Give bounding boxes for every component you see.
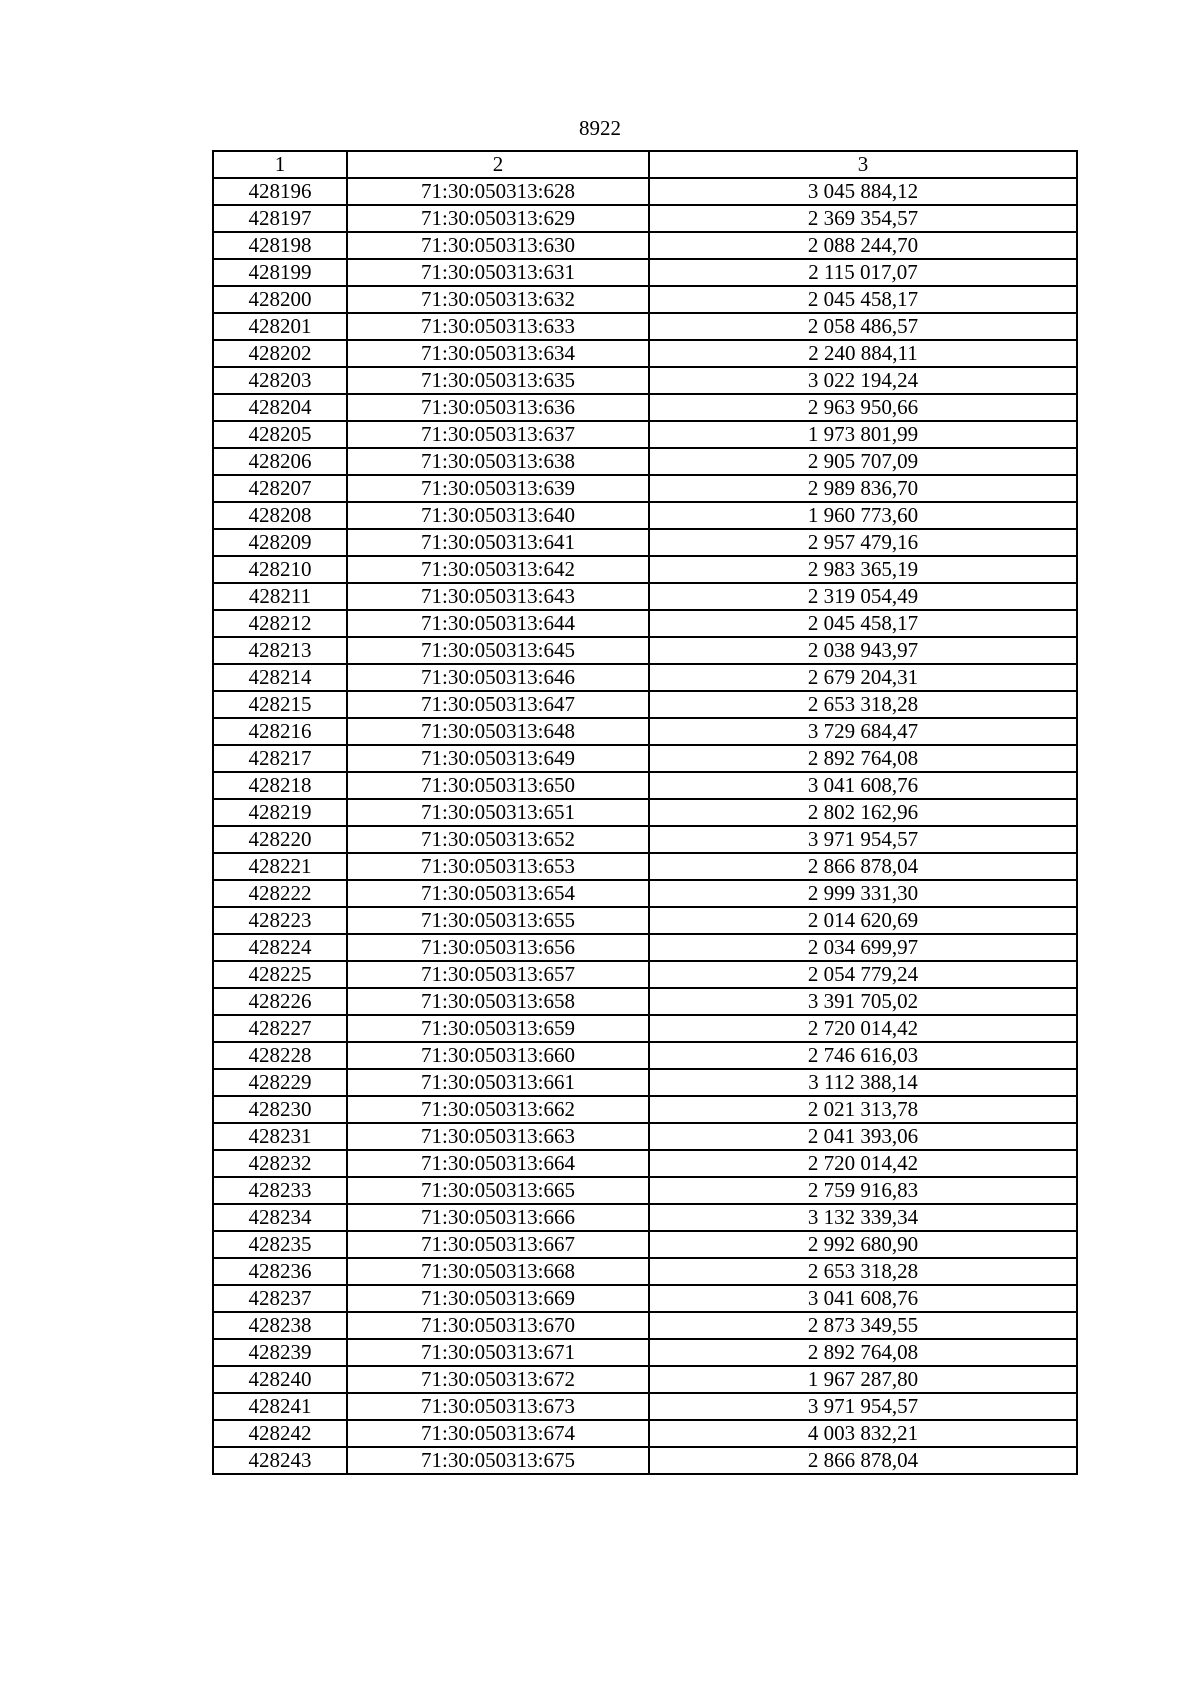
cadastral-number-cell: 71:30:050313:650	[347, 772, 649, 799]
table-row	[213, 1069, 1077, 1096]
table-row	[213, 1447, 1077, 1474]
value-cell: 2 045 458,17	[649, 286, 1077, 313]
cadastral-number-cell: 71:30:050313:634	[347, 340, 649, 367]
table-body	[213, 178, 1077, 1474]
cadastral-number-cell: 71:30:050313:664	[347, 1150, 649, 1177]
value-cell: 3 971 954,57	[649, 1393, 1077, 1420]
row-number-cell: 428233	[213, 1177, 347, 1204]
row-number-cell: 428198	[213, 232, 347, 259]
table-row	[213, 718, 1077, 745]
row-number-cell: 428231	[213, 1123, 347, 1150]
row-number-cell: 428241	[213, 1393, 347, 1420]
row-number-cell: 428215	[213, 691, 347, 718]
row-number-cell: 428206	[213, 448, 347, 475]
cadastral-number-cell: 71:30:050313:630	[347, 232, 649, 259]
column-header-2: 2	[347, 151, 649, 178]
value-cell: 2 038 943,97	[649, 637, 1077, 664]
cadastral-number-cell: 71:30:050313:663	[347, 1123, 649, 1150]
row-number-cell: 428242	[213, 1420, 347, 1447]
row-number-cell: 428222	[213, 880, 347, 907]
row-number-cell: 428207	[213, 475, 347, 502]
table-row	[213, 637, 1077, 664]
value-cell: 1 973 801,99	[649, 421, 1077, 448]
header-row	[213, 151, 1077, 178]
table-row	[213, 232, 1077, 259]
cadastral-number-cell: 71:30:050313:640	[347, 502, 649, 529]
row-number-cell: 428228	[213, 1042, 347, 1069]
row-number-cell: 428205	[213, 421, 347, 448]
cadastral-number-cell: 71:30:050313:658	[347, 988, 649, 1015]
value-cell: 3 971 954,57	[649, 826, 1077, 853]
table-row	[213, 178, 1077, 205]
cadastral-number-cell: 71:30:050313:665	[347, 1177, 649, 1204]
table-row	[213, 772, 1077, 799]
table-row	[213, 340, 1077, 367]
table-row	[213, 880, 1077, 907]
value-cell: 2 866 878,04	[649, 1447, 1077, 1474]
row-number-cell: 428221	[213, 853, 347, 880]
cadastral-number-cell: 71:30:050313:651	[347, 799, 649, 826]
cadastral-number-cell: 71:30:050313:659	[347, 1015, 649, 1042]
table-row	[213, 988, 1077, 1015]
cadastral-number-cell: 71:30:050313:660	[347, 1042, 649, 1069]
value-cell: 2 873 349,55	[649, 1312, 1077, 1339]
cadastral-number-cell: 71:30:050313:675	[347, 1447, 649, 1474]
value-cell: 2 021 313,78	[649, 1096, 1077, 1123]
cadastral-number-cell: 71:30:050313:628	[347, 178, 649, 205]
value-cell: 2 034 699,97	[649, 934, 1077, 961]
value-cell: 1 967 287,80	[649, 1366, 1077, 1393]
table-row	[213, 1312, 1077, 1339]
page-number: 8922	[579, 116, 621, 140]
table-row	[213, 259, 1077, 286]
table-row	[213, 448, 1077, 475]
value-cell: 2 746 616,03	[649, 1042, 1077, 1069]
value-cell: 2 983 365,19	[649, 556, 1077, 583]
row-number-cell: 428199	[213, 259, 347, 286]
value-cell: 2 115 017,07	[649, 259, 1077, 286]
table-row	[213, 1231, 1077, 1258]
cadastral-number-cell: 71:30:050313:668	[347, 1258, 649, 1285]
value-cell: 2 240 884,11	[649, 340, 1077, 367]
value-cell: 2 653 318,28	[649, 691, 1077, 718]
cadastral-number-cell: 71:30:050313:670	[347, 1312, 649, 1339]
row-number-cell: 428204	[213, 394, 347, 421]
value-cell: 2 905 707,09	[649, 448, 1077, 475]
row-number-cell: 428236	[213, 1258, 347, 1285]
table-row	[213, 394, 1077, 421]
cadastral-number-cell: 71:30:050313:655	[347, 907, 649, 934]
row-number-cell: 428203	[213, 367, 347, 394]
cadastral-number-cell: 71:30:050313:629	[347, 205, 649, 232]
value-cell: 2 989 836,70	[649, 475, 1077, 502]
cadastral-number-cell: 71:30:050313:671	[347, 1339, 649, 1366]
row-number-cell: 428225	[213, 961, 347, 988]
value-cell: 2 369 354,57	[649, 205, 1077, 232]
table-row	[213, 1177, 1077, 1204]
value-cell: 1 960 773,60	[649, 502, 1077, 529]
table-row	[213, 610, 1077, 637]
value-cell: 2 720 014,42	[649, 1015, 1077, 1042]
row-number-cell: 428230	[213, 1096, 347, 1123]
table-row	[213, 853, 1077, 880]
row-number-cell: 428211	[213, 583, 347, 610]
cadastral-number-cell: 71:30:050313:647	[347, 691, 649, 718]
cadastral-number-cell: 71:30:050313:656	[347, 934, 649, 961]
table-row	[213, 934, 1077, 961]
column-header-1: 1	[213, 151, 347, 178]
value-cell: 2 088 244,70	[649, 232, 1077, 259]
cadastral-number-cell: 71:30:050313:674	[347, 1420, 649, 1447]
value-cell: 3 112 388,14	[649, 1069, 1077, 1096]
table-row	[213, 502, 1077, 529]
table-header	[213, 151, 1077, 178]
row-number-cell: 428243	[213, 1447, 347, 1474]
table-row	[213, 556, 1077, 583]
cadastral-number-cell: 71:30:050313:672	[347, 1366, 649, 1393]
table-row	[213, 826, 1077, 853]
cadastral-number-cell: 71:30:050313:639	[347, 475, 649, 502]
cadastral-number-cell: 71:30:050313:673	[347, 1393, 649, 1420]
value-cell: 2 963 950,66	[649, 394, 1077, 421]
row-number-cell: 428227	[213, 1015, 347, 1042]
table-row	[213, 1285, 1077, 1312]
row-number-cell: 428197	[213, 205, 347, 232]
table-row	[213, 745, 1077, 772]
value-cell: 2 866 878,04	[649, 853, 1077, 880]
row-number-cell: 428224	[213, 934, 347, 961]
cadastral-number-cell: 71:30:050313:643	[347, 583, 649, 610]
value-cell: 2 014 620,69	[649, 907, 1077, 934]
cadastral-number-cell: 71:30:050313:648	[347, 718, 649, 745]
table-row	[213, 1123, 1077, 1150]
row-number-cell: 428217	[213, 745, 347, 772]
cadastral-number-cell: 71:30:050313:636	[347, 394, 649, 421]
value-cell: 2 045 458,17	[649, 610, 1077, 637]
cadastral-number-cell: 71:30:050313:638	[347, 448, 649, 475]
table-row	[213, 583, 1077, 610]
cadastral-number-cell: 71:30:050313:649	[347, 745, 649, 772]
value-cell: 2 054 779,24	[649, 961, 1077, 988]
cadastral-number-cell: 71:30:050313:666	[347, 1204, 649, 1231]
value-cell: 2 041 393,06	[649, 1123, 1077, 1150]
value-cell: 2 058 486,57	[649, 313, 1077, 340]
table-row	[213, 313, 1077, 340]
cadastral-number-cell: 71:30:050313:635	[347, 367, 649, 394]
row-number-cell: 428213	[213, 637, 347, 664]
table-row	[213, 907, 1077, 934]
value-cell: 2 759 916,83	[649, 1177, 1077, 1204]
row-number-cell: 428232	[213, 1150, 347, 1177]
value-cell: 3 041 608,76	[649, 1285, 1077, 1312]
cadastral-number-cell: 71:30:050313:637	[347, 421, 649, 448]
table-row	[213, 664, 1077, 691]
value-cell: 3 729 684,47	[649, 718, 1077, 745]
value-cell: 4 003 832,21	[649, 1420, 1077, 1447]
row-number-cell: 428226	[213, 988, 347, 1015]
row-number-cell: 428219	[213, 799, 347, 826]
table-row	[213, 1366, 1077, 1393]
table-row	[213, 205, 1077, 232]
row-number-cell: 428202	[213, 340, 347, 367]
value-cell: 2 720 014,42	[649, 1150, 1077, 1177]
row-number-cell: 428223	[213, 907, 347, 934]
cadastral-number-cell: 71:30:050313:644	[347, 610, 649, 637]
value-cell: 3 022 194,24	[649, 367, 1077, 394]
row-number-cell: 428216	[213, 718, 347, 745]
table-row	[213, 1339, 1077, 1366]
table-row	[213, 475, 1077, 502]
table-row	[213, 1420, 1077, 1447]
value-cell: 3 041 608,76	[649, 772, 1077, 799]
row-number-cell: 428240	[213, 1366, 347, 1393]
table-row	[213, 367, 1077, 394]
table-row	[213, 961, 1077, 988]
table-row	[213, 799, 1077, 826]
value-cell: 3 045 884,12	[649, 178, 1077, 205]
cadastral-number-cell: 71:30:050313:633	[347, 313, 649, 340]
cadastral-number-cell: 71:30:050313:632	[347, 286, 649, 313]
cadastral-number-cell: 71:30:050313:667	[347, 1231, 649, 1258]
cadastral-number-cell: 71:30:050313:646	[347, 664, 649, 691]
cadastral-number-cell: 71:30:050313:657	[347, 961, 649, 988]
value-cell: 2 319 054,49	[649, 583, 1077, 610]
cadastral-number-cell: 71:30:050313:661	[347, 1069, 649, 1096]
value-cell: 2 892 764,08	[649, 1339, 1077, 1366]
value-cell: 3 391 705,02	[649, 988, 1077, 1015]
cadastral-number-cell: 71:30:050313:645	[347, 637, 649, 664]
table-row	[213, 1042, 1077, 1069]
table-row	[213, 421, 1077, 448]
row-number-cell: 428208	[213, 502, 347, 529]
row-number-cell: 428209	[213, 529, 347, 556]
value-cell: 2 892 764,08	[649, 745, 1077, 772]
table-row	[213, 1015, 1077, 1042]
value-cell: 2 679 204,31	[649, 664, 1077, 691]
table-row	[213, 286, 1077, 313]
row-number-cell: 428218	[213, 772, 347, 799]
row-number-cell: 428201	[213, 313, 347, 340]
row-number-cell: 428196	[213, 178, 347, 205]
table-row	[213, 1150, 1077, 1177]
table-row	[213, 1258, 1077, 1285]
table-row	[213, 691, 1077, 718]
cadastral-number-cell: 71:30:050313:669	[347, 1285, 649, 1312]
cadastral-number-cell: 71:30:050313:653	[347, 853, 649, 880]
row-number-cell: 428238	[213, 1312, 347, 1339]
row-number-cell: 428220	[213, 826, 347, 853]
table-row	[213, 1393, 1077, 1420]
column-header-3: 3	[649, 151, 1077, 178]
row-number-cell: 428210	[213, 556, 347, 583]
row-number-cell: 428237	[213, 1285, 347, 1312]
table-row	[213, 1204, 1077, 1231]
value-cell: 3 132 339,34	[649, 1204, 1077, 1231]
data-table	[212, 150, 1078, 1475]
row-number-cell: 428214	[213, 664, 347, 691]
cadastral-number-cell: 71:30:050313:631	[347, 259, 649, 286]
value-cell: 2 802 162,96	[649, 799, 1077, 826]
row-number-cell: 428212	[213, 610, 347, 637]
table-row	[213, 529, 1077, 556]
cadastral-number-cell: 71:30:050313:652	[347, 826, 649, 853]
cadastral-number-cell: 71:30:050313:641	[347, 529, 649, 556]
row-number-cell: 428229	[213, 1069, 347, 1096]
row-number-cell: 428239	[213, 1339, 347, 1366]
value-cell: 2 999 331,30	[649, 880, 1077, 907]
value-cell: 2 957 479,16	[649, 529, 1077, 556]
cadastral-number-cell: 71:30:050313:654	[347, 880, 649, 907]
value-cell: 2 992 680,90	[649, 1231, 1077, 1258]
cadastral-number-cell: 71:30:050313:662	[347, 1096, 649, 1123]
row-number-cell: 428235	[213, 1231, 347, 1258]
value-cell: 2 653 318,28	[649, 1258, 1077, 1285]
row-number-cell: 428234	[213, 1204, 347, 1231]
table-row	[213, 1096, 1077, 1123]
cadastral-number-cell: 71:30:050313:642	[347, 556, 649, 583]
row-number-cell: 428200	[213, 286, 347, 313]
